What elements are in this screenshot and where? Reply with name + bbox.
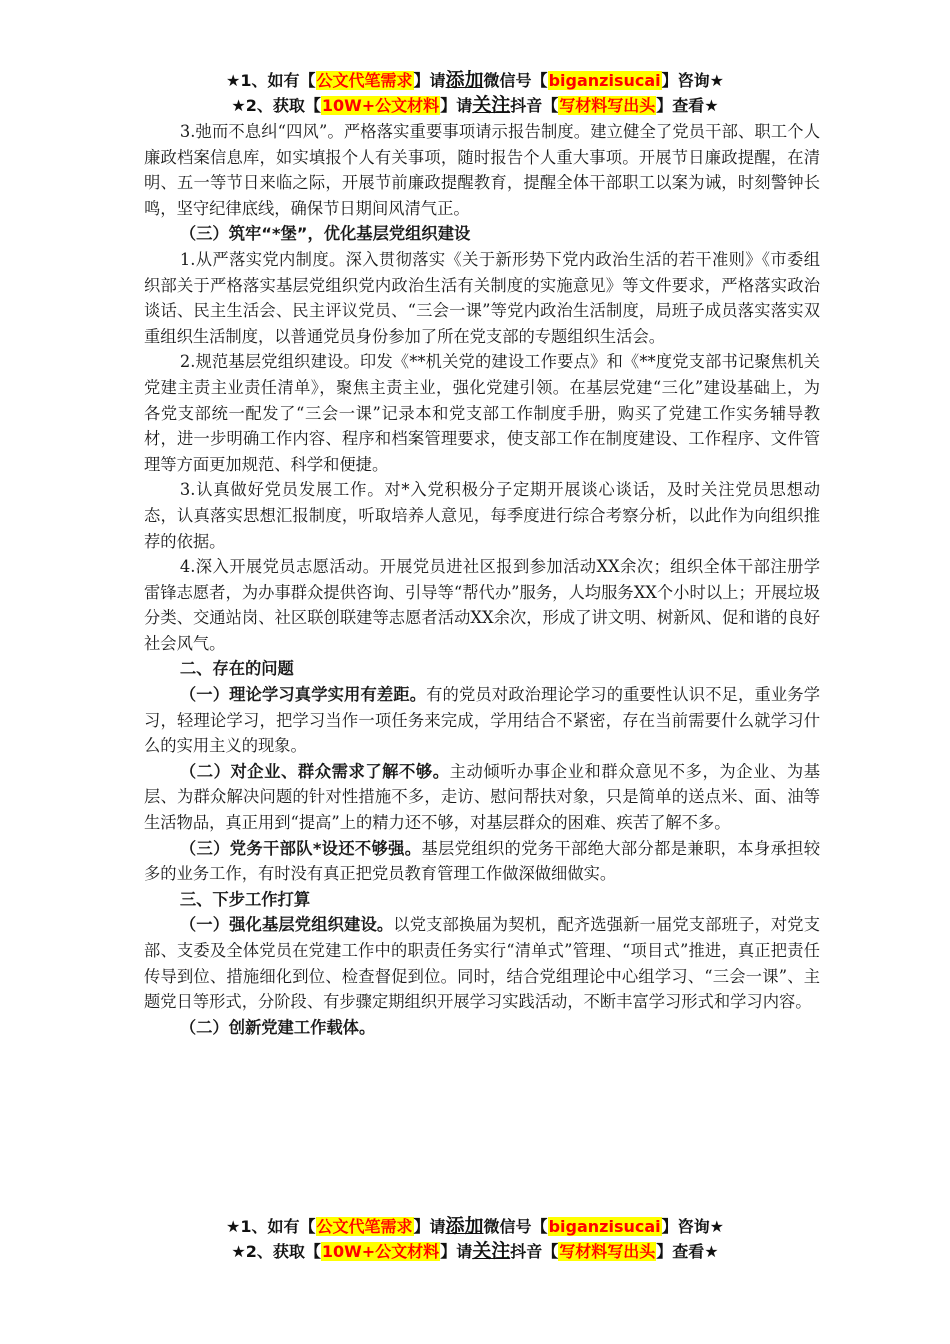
body-paragraph: 2.规范基层党组织建设。印发《**机关党的建设工作要点》和《**度党支部书记聚焦机关党建主责主业责任清单》，聚焦主责主业，强化党建引领。在基层党建“三化”建设基础上，为各党支部统一配发了“三会一课”记录本和党支部工作制度手册，购买了党建工作实务辅导教材，进一步明确工作内容、程序和档案管理要求，使支部工作在制度建设、工作程序、文件管理等方面更加规范、科学和便捷。 — [144, 352, 820, 474]
banner-text: 】请 — [440, 96, 473, 115]
paragraph-text: 主动倾听办事企业和群众意见不多，为企业、为基层、为群众解决问题的针对性措施不多，走访、慰问帮扶对象，只是简单的送点米、面、油等生活物品，真正用到“提高”上的精力还不够，对基层群众的困难、疾苦了解不多。 — [144, 761, 820, 833]
wechat-id-highlight: biganzisucai — [548, 1217, 661, 1236]
banner-text: ★1、如有【 — [226, 71, 316, 90]
banner-text: 】查看★ — [656, 96, 719, 115]
banner-text: ★2、获取【 — [231, 1242, 321, 1261]
banner-highlight: 10W+公文材料 — [321, 1242, 440, 1261]
issue-paragraph — [144, 759, 820, 836]
paragraph-text: 基层党组织的党务干部绝大部分都是兼职，本身承担较多的业务工作，有时没有真正把党员教育管理工作做深做细做实。 — [144, 838, 820, 884]
banner-text: ★1、如有【 — [226, 1217, 316, 1236]
body-paragraph: 3.认真做好党员发展工作。对*入党积极分子定期开展谈心谈话，及时关注党员思想动态，认真落实思想汇报制度，听取培养人意见，每季度进行综合考察分析，以此作为向组织推荐的依据。 — [144, 480, 820, 551]
banner-underline: 添加 — [445, 1215, 484, 1237]
issue-paragraph — [144, 682, 820, 759]
paragraph-lead: （二）对企业、群众需求了解不够。 — [179, 761, 450, 781]
banner-text: 抖音【 — [510, 96, 559, 115]
douyin-highlight: 写材料写出头 — [559, 96, 656, 115]
banner-text: 】咨询★ — [661, 1217, 724, 1236]
paragraph-text: 以党支部换届为契机，配齐选强新一届党支部班子，对党支部、支委及全体党员在党建工作中的职责任务实行“清单式”管理、“项目式”推进，真正把责任传导到位、措施细化到位、检查督促到位。同时，结合党组理论中心组学习、“三会一课”、主题党日等形式，分阶段、有步骤定期组织开展学习实践活动，不断丰富学习形式和学习内容。 — [144, 915, 820, 1012]
section-heading: （三）筑牢“*堡”，优化基层党组织建设 — [179, 224, 471, 244]
banner-underline: 关注 — [472, 1240, 511, 1262]
paragraph-text: 有的党员对政治理论学习的重要性认识不足，重业务学习，轻理论学习，把学习当作一项任务来完成，学用结合不紧密，存在当前需要什么就学习什么的实用主义的现象。 — [144, 685, 820, 756]
banner-text: 】请 — [440, 1242, 473, 1261]
banner-highlight: 10W+公文材料 — [321, 96, 440, 115]
banner-text: ★2、获取【 — [231, 96, 321, 115]
paragraph-lead: （一）强化基层党组织建设。 — [179, 915, 394, 935]
issue-paragraph — [144, 836, 820, 887]
document-body — [144, 119, 820, 1040]
paragraph-lead: （三）党务干部队*设还不够强。 — [179, 838, 422, 858]
section-heading: 二、存在的问题 — [179, 659, 294, 679]
douyin-highlight: 写材料写出头 — [559, 1242, 656, 1261]
banner-text: 抖音【 — [510, 1242, 559, 1261]
banner-underline: 添加 — [445, 69, 484, 91]
banner-underline: 关注 — [472, 94, 511, 116]
issue-paragraph — [144, 912, 820, 1014]
banner-line-2 — [0, 1239, 950, 1264]
body-paragraph: 4.深入开展党员志愿活动。开展党员进社区报到参加活动XX余次；组织全体干部注册学雷锋志愿者，为办事群众提供咨询、引导等“帮代办”服务，人均服务XX个小时以上；开展垃圾分类、交通站岗、社区联创联建等志愿者活动XX余次，形成了讲文明、树新风、促和谐的良好社会风气。 — [144, 557, 820, 653]
bottom-banner — [0, 1214, 950, 1264]
banner-highlight: 公文代笔需求 — [316, 71, 413, 90]
section-heading: （二）创新党建工作载体。 — [179, 1017, 376, 1037]
body-paragraph: 1.从严落实党内制度。深入贯彻落实《关于新形势下党内政治生活的若干准则》《市委组织部关于严格落实基层党组织党内政治生活有关制度的实施意见》等文件要求，严格落实政治谈话、民主生活会、民主评议党员、“三会一课”等党内政治生活制度，局班子成员落实落实双重组织生活制度，以普通党员身份参加了所在党支部的专题组织生活会。 — [144, 249, 820, 346]
top-banner — [0, 68, 950, 118]
banner-text: 微信号【 — [483, 1217, 548, 1236]
body-paragraph: 3.弛而不息纠“四风”。严格落实重要事项请示报告制度。建立健全了党员干部、职工个人廉政档案信息库，如实填报个人有关事项，随时报告个人重大事项。开展节日廉政提醒，在清明、五一等节日来临之际，开展节前廉政提醒教育，提醒全体干部职工以案为诫，时刻警钟长鸣，坚守纪律底线，确保节日期间风清气正。 — [144, 122, 820, 218]
banner-line-1 — [0, 1214, 950, 1239]
banner-text: 】请 — [413, 71, 446, 90]
banner-text: 微信号【 — [483, 71, 548, 90]
banner-line-1 — [0, 68, 950, 93]
section-heading: 三、下步工作打算 — [179, 889, 311, 909]
banner-highlight: 公文代笔需求 — [316, 1217, 413, 1236]
wechat-id-highlight: biganzisucai — [548, 71, 661, 90]
banner-line-2 — [0, 93, 950, 118]
banner-text: 】请 — [413, 1217, 446, 1236]
paragraph-lead: （一）理论学习真学实用有差距。 — [179, 685, 427, 705]
banner-text: 】咨询★ — [661, 71, 724, 90]
banner-text: 】查看★ — [656, 1242, 719, 1261]
